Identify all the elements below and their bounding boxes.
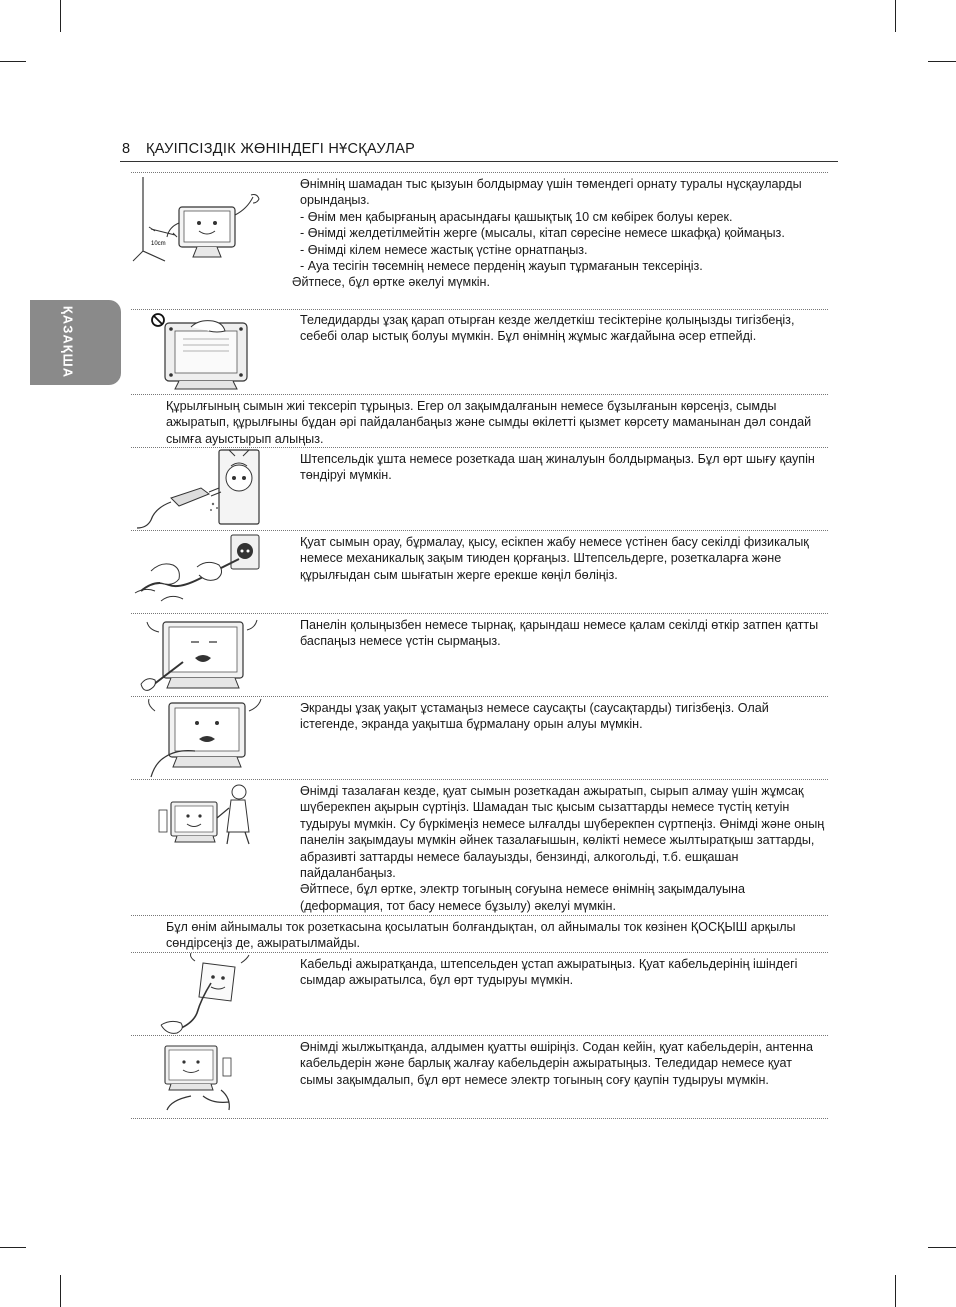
crop-mark: [895, 0, 896, 32]
crop-mark: [0, 61, 26, 62]
language-tab-label: ҚАЗАҚША: [60, 305, 76, 379]
crop-mark: [928, 61, 956, 62]
instruction-text: [300, 451, 828, 484]
instruction-text: [300, 617, 828, 650]
paragraph: Панелін қолыңызбен немесе тырнақ, қарындаш немесе қалам секілді өткір затпен қатты баспаңыз немесе үстін сырмаңыз.: [300, 618, 819, 649]
bullet-item: - Өнімді кілем немесе жастық үстіне орнатпаңыз.: [300, 242, 588, 257]
page-header: [120, 141, 838, 162]
paragraph: Бұл өнім айнымалы ток розеткасына қосылатын болғандықтан, ол айнымалы ток көзінен ҚОСҚЫШ арқылы сөндірсеңіз де, ажыратылмайды.: [166, 920, 796, 951]
instruction-row: [131, 916, 828, 953]
bullet-item: - Өнімді желдетілмейтін жерге (мысалы, кітап сөресіне немесе шкафқа) қоймаңыз.: [300, 226, 785, 241]
instruction-row: [131, 395, 828, 448]
paragraph: Өнімді жылжытқанда, алдымен қуатты өшіріңіз. Содан кейін, қуат кабельдерін, антенна кабельдерін және барлық жалғау кабельдерін ажыратыңыз. Теледидар немесе қуат сымы зақымдалып, бұл өрт немесе электр тогының соғу қаупін тудыруы мүмкін.: [300, 1040, 814, 1087]
instruction-row: [131, 614, 828, 697]
touching-screen-illustration: [131, 697, 268, 779]
instruction-text: [300, 700, 828, 733]
crop-mark: [895, 1275, 896, 1307]
plug-socket-illustration: [131, 448, 268, 530]
instruction-row: [131, 531, 828, 614]
instruction-row: [131, 309, 828, 395]
crop-mark: [60, 1275, 61, 1307]
instruction-row: [131, 780, 828, 916]
instruction-text: [166, 919, 826, 952]
instruction-row: [131, 953, 828, 1036]
instruction-text: [300, 783, 828, 914]
crop-mark: [0, 1247, 26, 1248]
page-title: ҚАУІПСІЗДІК ЖӨНІНДЕГІ НҰСҚАУЛАР: [146, 141, 416, 157]
instruction-row: [131, 1036, 828, 1119]
cleaning-illustration: [131, 780, 268, 915]
page-number: 8: [122, 141, 131, 157]
twisting-cord-illustration: [131, 531, 268, 613]
instruction-text: [300, 1039, 828, 1088]
instruction-row: [131, 172, 828, 310]
tv-near-wall-illustration: [131, 173, 268, 309]
instruction-row: [131, 697, 828, 780]
distance-label: 10cm: [151, 241, 166, 247]
tv-back-vents-illustration: [131, 309, 268, 394]
paragraph: Әйтпесе, бұл өртке, электр тогының соғуына немесе өнімнің зақымдалуына (деформация, тот басу немесе бұзылу) әкелуі мүмкін.: [300, 882, 745, 913]
paragraph: Кабельді ажыратқанда, штепсельден ұстап ажыратыңыз. Қуат кабельдерінің ішіндегі сымдар ажыратылса, бұл өрт тудыруы мүмкін.: [300, 957, 798, 988]
bullet-item: - Өнім мен қабырғаның арасындағы қашықтық 10 см көбірек болуы керек.: [300, 209, 733, 224]
crop-mark: [928, 1247, 956, 1248]
paragraph: Әйтпесе, бұл өртке әкелуі мүмкін.: [292, 275, 490, 290]
bullet-item: - Ауа тесігін төсемнің немесе перденің жауып тұрмағанын тексеріңіз.: [300, 259, 703, 274]
paragraph: Құрылғының сымын жиі тексеріп тұрыңыз. Егер ол зақымдалғанын немесе бұзылғанын көрсеңіз, сымды ажыратып, құрылғыны бұдан әрі пайдаланбаңыз және сымды өкілетті қызмет көрсету маманынан дәл сондай сымға ауыстырып алыңыз.: [166, 399, 812, 446]
language-tab: [30, 300, 121, 385]
instruction-text: [292, 176, 828, 291]
instruction-text: [300, 312, 828, 345]
paragraph: Штепсельдік ұшта немесе розеткада шаң жиналуын болдырмаңыз. Бұл өрт шығу қаупін төндіруі мүмкін.: [300, 452, 815, 483]
instruction-text: [300, 534, 828, 583]
paragraph: Экранды ұзақ уақыт ұстамаңыз немесе саусақты (саусақтарды) тигізбеңіз. Олай істегенде, экранда уақытша бұрмалану орын алуы мүмкін.: [300, 701, 769, 732]
crop-mark: [60, 0, 61, 32]
paragraph: Теледидарды ұзақ қарап отырған кезде желдеткіш тесіктеріне қолыңызды тигізбеңіз, себебі олар ыстық болуы мүмкін. Бұл өнімнің жұмыс жағдайына әсер етпейді.: [300, 313, 795, 344]
paragraph: Қуат сымын орау, бұрмалау, қысу, есікпен жабу немесе үстінен басу секілді физикалық немесе механикалық зақым тиюден қорғаңыз. Штепсельдерге, розеткаларға және құрылғыдан сым шығатын жерге ерекше көңіл бөліңіз.: [300, 535, 809, 582]
moving-tv-illustration: [131, 1036, 268, 1118]
paragraph: Өнімнің шамадан тыс қызуын болдырмау үшін төмендегі орнату туралы нұсқауларды орындаңыз.: [300, 177, 802, 208]
instruction-text: [166, 398, 826, 447]
pressing-panel-illustration: [131, 614, 268, 696]
unplugging-cable-illustration: [131, 953, 268, 1035]
instruction-row: [131, 448, 828, 531]
instruction-text: [300, 956, 828, 989]
paragraph: Өнімді тазалаған кезде, қуат сымын розеткадан ажыратып, сырып алмау үшін жұмсақ шүберекпен ақырын сүртіңіз. Шамадан тыс қысым сызаттарды немесе түстің кетуін тудыруы мүмкін. Су бүркімеңіз немесе ылғалды шүберекпен сүртпеңіз. Өнімді және оның панелін зақымдауы мүмкін әйнек тазалағышын, көлікті немесе жылтыратқыш заттарды, абразивті заттарды немесе балауызды, бензинді, алкогольді, т.б. ешқашан пайдаланбаңыз.: [300, 784, 825, 881]
